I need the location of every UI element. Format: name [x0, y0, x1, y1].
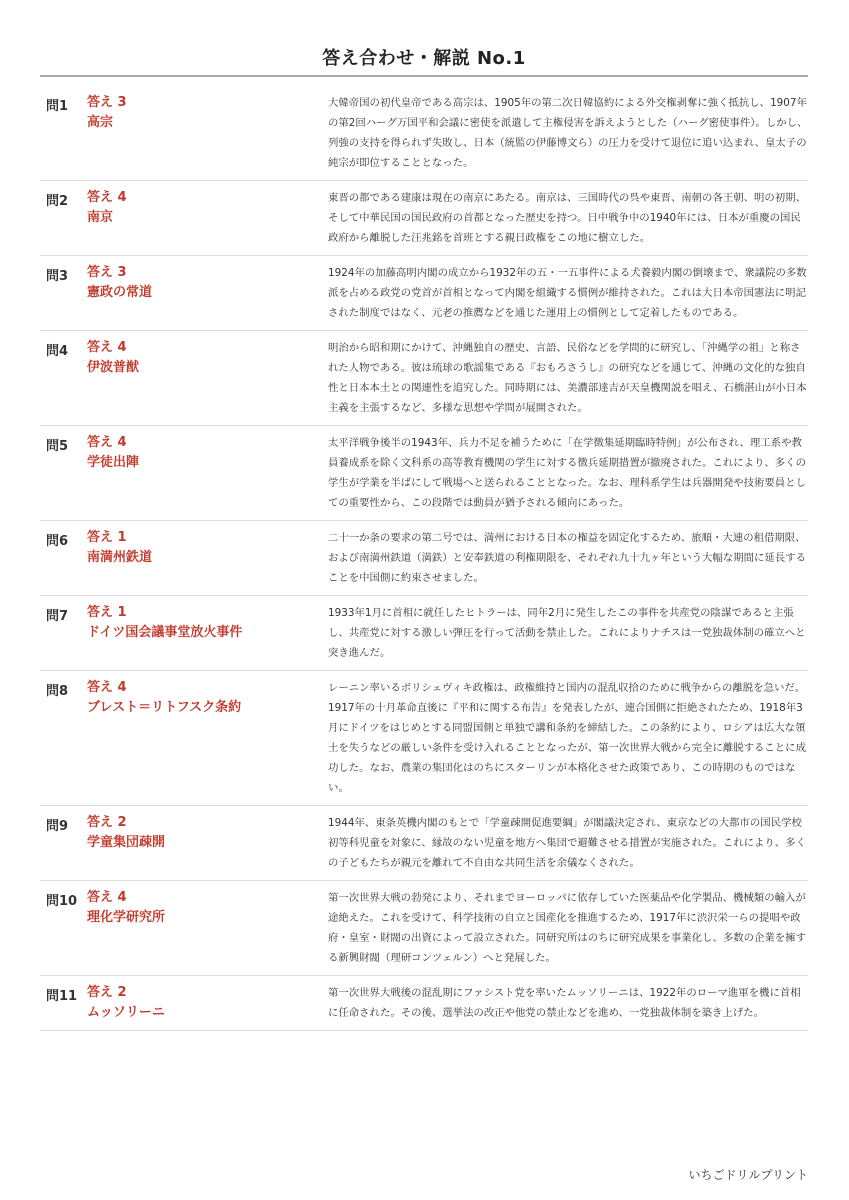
question-number: 問11: [46, 989, 78, 1004]
explanation: 太平洋戦争後半の1943年、兵力不足を補うために「在学徴集延期臨時特例」が公布され、理工系や教員養成系を除く文科系の高等教育機関の学生に対する徴兵延期措置が撤廃された。これにより、多くの学生が学業を半ばにして戦場へと送られることとなった。なお、理科系学生は兵器開発や技術要員としての重要性から、この段階では動員が猶予される傾向にあった。: [328, 437, 806, 509]
answer-term: 学徒出陣: [87, 455, 140, 470]
answer-row-4: [40, 331, 808, 426]
explanation: レーニン率いるボリシェヴィキ政権は、政権維持と国内の混乱収拾のために戦争からの離脱を急いだ。1917年の十月革命直後に『平和に関する布告』を発表したが、連合国側に拒絶されたため、1918年3月にドイツをはじめとする同盟国側と単独で講和条約を締結した。この条約により、ロシアは広大な領土を失うなどの厳しい条件を受け入れることとなったが、第一次世界大戦から完全に離脱することに成功した。なお、農業の集団化はのちにスターリンが本格化させた政策であり、この時期のものではない。: [328, 682, 806, 794]
answer-choice: 答え 3: [87, 95, 127, 110]
answer-term: ブレスト＝リトフスク条約: [87, 700, 242, 715]
answer-choice: 答え 4: [87, 340, 127, 355]
question-number: 問2: [46, 194, 69, 209]
answer-choice: 答え 4: [87, 680, 127, 695]
answer-term: ドイツ国会議事堂放火事件: [87, 625, 243, 640]
explanation: 東晋の都である建康は現在の南京にあたる。南京は、三国時代の呉や東晋、南朝の各王朝、明の初期、そして中華民国の国民政府の首都となった歴史を持つ。日中戦争中の1940年には、日本が重慶の国民政府から離脱した汪兆銘を首班とする親日政権をこの地に樹立した。: [328, 192, 806, 244]
answer-row-1: [40, 86, 808, 181]
answer-row-9: [40, 806, 808, 881]
explanation: 1933年1月に首相に就任したヒトラーは、同年2月に発生したこの事件を共産党の陰謀であると主張し、共産党に対する激しい弾圧を行って活動を禁止した。これによりナチスは一党独裁体制の確立へと突き進んだ。: [328, 607, 806, 659]
answer-row-3: [40, 256, 808, 331]
answer-row-7: [40, 596, 808, 671]
question-number: 問9: [46, 819, 69, 834]
explanation: 1924年の加藤高明内閣の成立から1932年の五・一五事件による犬養毅内閣の倒壊まで、衆議院の多数派を占める政党の党首が首相となって内閣を組織する慣例が維持された。これは大日本帝国憲法に明記された制度ではなく、元老の推薦などを通じた運用上の慣例として定着したものである。: [328, 267, 807, 319]
answer-choice: 答え 1: [87, 605, 127, 620]
answer-row-11: [40, 976, 808, 1031]
answer-term: 学童集団疎開: [87, 835, 166, 850]
answer-row-5: [40, 426, 808, 521]
answer-term: 憲政の常道: [87, 285, 153, 300]
answer-term: 南満州鉄道: [87, 550, 153, 565]
question-number: 問3: [46, 269, 69, 284]
question-number: 問1: [46, 99, 69, 114]
answer-cell: [87, 256, 328, 330]
answer-cell: [87, 596, 328, 670]
answer-choice: 答え 2: [87, 985, 127, 1000]
answer-choice: 答え 2: [87, 815, 127, 830]
question-number: 問4: [46, 344, 69, 359]
explanation: 1944年、東条英機内閣のもとで「学童疎開促進要綱」が閣議決定され、東京などの大都市の国民学校初等科児童を対象に、縁故のない児童を地方へ集団で避難させる措置が実施された。これにより、多くの子どもたちが親元を離れて不自由な共同生活を余儀なくされた。: [328, 817, 806, 869]
explanation: 明治から昭和期にかけて、沖縄独自の歴史、言語、民俗などを学問的に研究し、「沖縄学の祖」と称された人物である。彼は琉球の歌謡集である『おもろさうし』の研究などを通じて、沖縄の文化的な独自性と日本本土との関連性を追究した。同時期には、美濃部達吉が天皇機関説を唱え、石橋湛山が小日本主義を主張するなど、多様な思想や学問が展開された。: [328, 342, 807, 414]
answer-row-6: [40, 521, 808, 596]
answer-choice: 答え 4: [87, 190, 127, 205]
explanation: 第一次世界大戦の勃発により、それまでヨーロッパに依存していた医薬品や化学製品、機械類の輸入が途絶えた。これを受けて、科学技術の自立と国産化を推進するため、1917年に渋沢栄一らの提唱や政府・皇室・財閥の出資によって設立された。同研究所はのちに研究成果を事業化し、多数の企業を擁する新興財閥（理研コンツェルン）へと発展した。: [328, 892, 806, 964]
question-number: 問5: [46, 439, 69, 454]
explanation: 二十一か条の要求の第二号では、満州における日本の権益を固定化するため、旅順・大連の租借期限、および南満州鉄道（満鉄）と安奉鉄道の利権期限を、それぞれ九十九ヶ年という大幅な期間に延長することを中国側に約束させました。: [328, 532, 806, 584]
answer-term: 伊波普猷: [87, 360, 140, 375]
answer-cell: [87, 331, 328, 425]
answer-cell: [87, 976, 328, 1030]
answer-choice: 答え 4: [87, 435, 127, 450]
answer-term: ムッソリーニ: [87, 1005, 165, 1020]
answer-term: 高宗: [87, 115, 114, 130]
explanation: 第一次世界大戦後の混乱期にファシスト党を率いたムッソリーニは、1922年のローマ進軍を機に首相に任命された。その後、選挙法の改正や他党の禁止などを進め、一党独裁体制を築き上げた。: [328, 987, 801, 1019]
explanation: 大韓帝国の初代皇帝である高宗は、1905年の第二次日韓協約による外交権剥奪に強く抵抗し、1907年の第2回ハーグ万国平和会議に密使を派遣して主権侵害を訴えようとした（ハーグ密使事件）。しかし、列強の支持を得られず失敗し、日本（統監の伊藤博文ら）の圧力を受けて退位に追い込まれ、皇太子の純宗が即位することとなった。: [328, 97, 808, 169]
footer-brand: いちごドリルプリント: [688, 1168, 808, 1182]
answer-term: 理化学研究所: [87, 910, 166, 925]
question-number: 問6: [46, 534, 69, 549]
question-number: 問10: [46, 894, 78, 909]
question-number: 問7: [46, 609, 69, 624]
answer-choice: 答え 1: [87, 530, 127, 545]
answer-cell: [87, 671, 328, 805]
page-title: 答え合わせ・解説 No.1: [322, 48, 526, 69]
answer-cell: [87, 881, 328, 975]
answer-cell: [87, 181, 328, 255]
answer-row-8: [40, 671, 808, 806]
answer-choice: 答え 4: [87, 890, 127, 905]
answer-cell: [87, 521, 328, 595]
answer-term: 南京: [87, 210, 114, 225]
answer-row-10: [40, 881, 808, 976]
answer-cell: [87, 806, 328, 880]
answer-row-2: [40, 181, 808, 256]
answer-cell: [87, 86, 328, 180]
answer-choice: 答え 3: [87, 265, 127, 280]
answer-table: [40, 86, 808, 1031]
title-divider: [40, 75, 808, 77]
question-number: 問8: [46, 684, 69, 699]
answer-cell: [87, 426, 328, 520]
